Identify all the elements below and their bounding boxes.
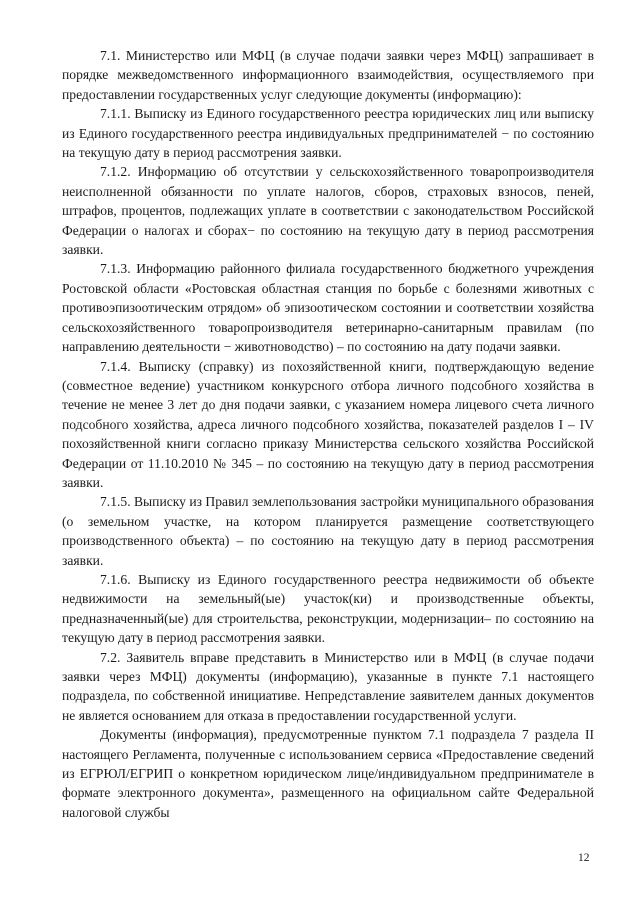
paragraph-7-1-3: 7.1.3. Информацию районного филиала государственного бюджетного учреждения Ростовской области «Ростовская областная станция по борьбе с болезнями животных с противоэпизоотическим отрядом» об эпизоотическом состоянии и соответствии хозяйства сельскохозяйственного товаропроизводителя ветеринарно-санитарным правилам (по направлению деятельности − животноводство) – по состоянию на дату подачи заявки. (62, 261, 594, 355)
paragraph-7-1-6: 7.1.6. Выписку из Единого государственного реестра недвижимости об объекте недвижимости на земельный(ые) участок(ки) и производственные объекты, предназначенный(ые) для строительства, реконструкции, модернизации– по состоянию на текущую дату в период рассмотрения заявки. (62, 571, 594, 646)
paragraph-7-2: 7.2. Заявитель вправе представить в Министерство или в МФЦ (в случае подачи заявки через МФЦ) документы (информацию), указанные в пункте 7.1 настоящего подраздела, по собственной инициативе. Непредставление заявителем данных документов не является основанием для отказа в предоставлении государственной услуги. (62, 649, 594, 723)
paragraph-7-1-1: 7.1.1. Выписку из Единого государственного реестра юридических лиц или выписку из Единого государственного реестра индивидуальных предпринимателей − по состоянию на текущую дату в период рассмотрения заявки. (62, 106, 594, 161)
paragraph-7-1-5: 7.1.5. Выписку из Правил землепользования застройки муниципального образования (о земельном участке, на котором планируется размещение соответствующего производственного объекта) – по состоянию на текущую дату в период рассмотрения заявки. (62, 494, 595, 568)
page-number: 12 (578, 852, 590, 864)
document-body (62, 46, 594, 822)
paragraph-documents-info: Документы (информация), предусмотренные пунктом 7.1 подраздела 7 раздела II настоящего Регламента, полученные с использованием сервиса «Предоставление сведений из ЕГРЮЛ/ЕГРИП о конкретном юридическом лице/индивидуальном предпринимателе в формате электронного документа», размещенного на официальном сайте Федеральной налоговой службы (62, 727, 594, 820)
paragraph-7-1-2: 7.1.2. Информацию об отсутствии у сельскохозяйственного товаропроизводителя неисполненной обязанности по уплате налогов, сборов, страховых взносов, пеней, штрафов, процентов, подлежащих уплате в соответствии с законодательством Российской Федерации о налогах и сборах− по состоянию на текущую дату в период рассмотрения заявки. (62, 164, 594, 258)
paragraph-7-1-4: 7.1.4. Выписку (справку) из похозяйственной книги, подтверждающую ведение (совместное ведение) участником конкурсного отбора личного подсобного хозяйства в течение не менее 3 лет до дня подачи заявки, с указанием номера лицевого счета личного подсобного хозяйства, адреса личного подсобного хозяйства, показателей разделов I – IV похозяйственной книги согласно приказу Министерства сельского хозяйства Российской Федерации от 11.10.2010 № 345 – по состоянию на текущую дату в период рассмотрения заявки. (62, 358, 594, 490)
paragraph-7-1: 7.1. Министерство или МФЦ (в случае подачи заявки через МФЦ) запрашивает в порядке межведомственного информационного взаимодействия, осуществляемого при предоставлении государственных услуг следующие документы (информацию): (62, 48, 594, 102)
